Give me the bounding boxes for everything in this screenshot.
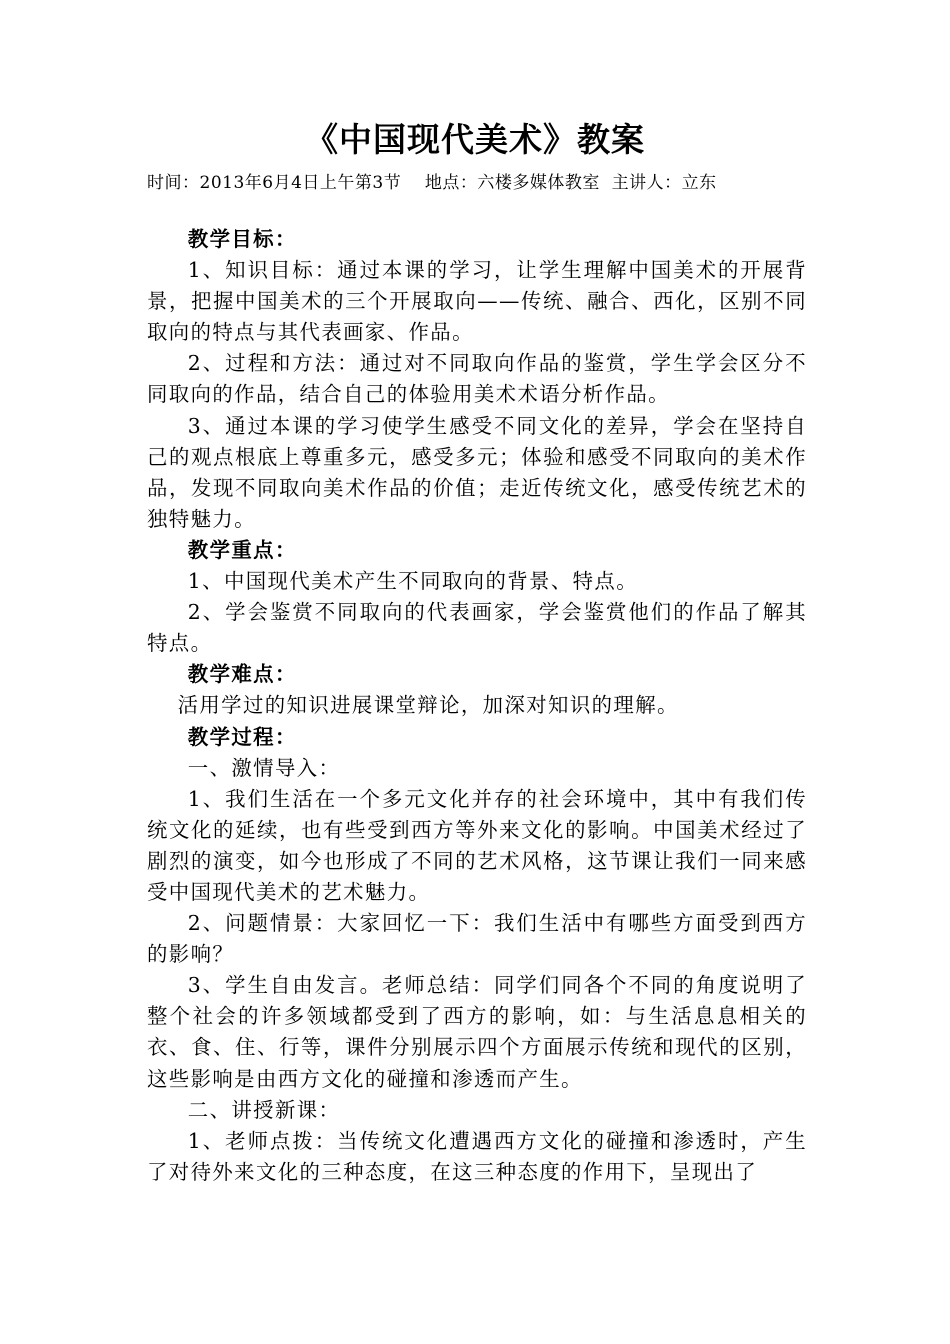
subheading: 一、激情导入：	[187, 755, 341, 780]
paragraph: 1、中国现代美术产生不同取向的背景、特点。	[187, 569, 638, 594]
subheading: 二、讲授新课：	[187, 1097, 341, 1122]
section-heading-goals: 教学目标：	[187, 227, 297, 251]
paragraph: 2、问题情景：大家回忆一下：我们生活中有哪些方面受到西方的影响？	[147, 911, 807, 967]
document-title: 《中国现代美术》教案	[305, 120, 645, 159]
section-heading-difficulties: 教学难点：	[187, 662, 297, 687]
paragraph: 2、学会鉴赏不同取向的代表画家，学会鉴赏他们的作品了解其特点。	[147, 600, 807, 656]
document-meta: 时间：2013年6月4日上午第3节 地点：六楼多媒体教室 主讲人：立东	[147, 173, 717, 193]
paragraph: 1、知识目标：通过本课的学习，让学生理解中国美术的开展背景，把握中国美术的三个开展取向——传统、融合、西化，区别不同取向的特点与其代表画家、作品。	[147, 258, 807, 345]
paragraph: 2、过程和方法：通过对不同取向作品的鉴赏，学生学会区分不同取向的作品，结合自己的体验用美术术语分析作品。	[147, 351, 807, 407]
paragraph: 1、老师点拨：当传统文化遭遇西方文化的碰撞和渗透时，产生了对待外来文化的三种态度，在这三种态度的作用下，呈现出了	[147, 1128, 807, 1184]
section-heading-key-points: 教学重点：	[187, 537, 297, 562]
paragraph: 3、学生自由发言。老师总结：同学们同各个不同的角度说明了整个社会的许多领域都受到了西方的影响，如：与生活息息相关的衣、食、住、行等，课件分别展示四个方面展示传统和现代的区别，这些影响是由西方文化的碰撞和渗透而产生。	[147, 973, 807, 1091]
section-heading-process: 教学过程：	[187, 724, 297, 749]
document-body	[147, 224, 807, 1188]
paragraph: 3、通过本课的学习使学生感受不同文化的差异，学会在坚持自己的观点根底上尊重多元，感受多元；体验和感受不同取向的美术作品，发现不同取向美术作品的价值；走近传统文化，感受传统艺术的独特魅力。	[147, 413, 807, 531]
paragraph: 活用学过的知识进展课堂辩论，加深对知识的理解。	[177, 693, 679, 718]
paragraph: 1、我们生活在一个多元文化并存的社会环境中，其中有我们传统文化的延续，也有些受到西方等外来文化的影响。中国美术经过了剧烈的演变，如今也形成了不同的艺术风格，这节课让我们一同来感受中国现代美术的艺术魅力。	[147, 786, 807, 904]
